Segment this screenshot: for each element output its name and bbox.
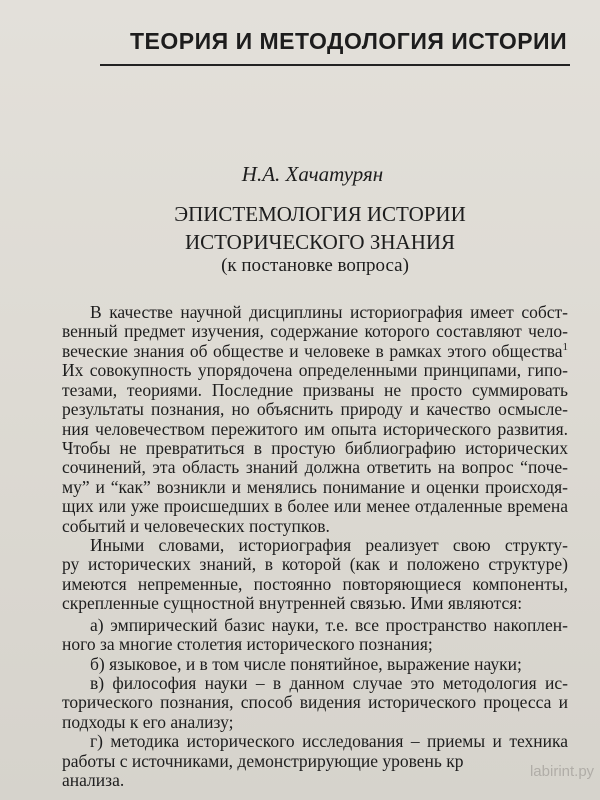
text-line [62,341,568,362]
text-line: Иными словами, историография реализует свою структу- [90,535,568,555]
text-line: г) методика исторического исследования – приемы и техника [90,731,568,751]
text-line: в) философия науки – в данном случае это методология ис- [90,673,568,693]
text-line: ния человечеством пережитого им опыта исторического развития. [62,419,568,439]
text-line: тезами, теориями. Последние призваны не просто суммировать [62,380,568,400]
footnote-mark: 1 [562,341,568,354]
text-line-content: веческие знания об обществе и человеке в рамках этого общества [62,341,563,361]
text-line: анализа. [62,770,125,790]
text-line: событий и человеческих поступков. [62,516,330,536]
text-line: работы с источниками, демонстрирующие уровень кр [62,751,464,771]
text-line: щих или уже происшедших в более или менее отдаленные времена [62,496,568,516]
article-title-line-2: ИСТОРИЧЕСКОГО ЗНАНИЯ [184,230,456,254]
text-line: имеются непременные, постоянно повторяющиеся компоненты, [62,574,568,594]
article-title [0,200,600,256]
text-line: ного за многие столетия исторического познания; [62,634,433,654]
text-line: В качестве научной дисциплины историография имеет собст- [90,302,568,322]
text-line: скрепленные сущностной внутренней связью. Ими являются: [62,593,523,613]
text-line: Чтобы не превратиться в простую библиографию исторических [62,438,568,458]
text-line: б) языковое, и в том числе понятийное, выражение науки; [90,654,522,674]
text-line: а) эмпирический базис науки, т.е. все пространство накоплен- [90,615,568,635]
text-line: венный предмет изучения, содержание которого составляют чело- [62,321,568,341]
watermark: labirint.ру [529,763,594,780]
text-line: результаты познания, но объяснить природу и качество осмысле- [62,399,568,419]
text-line: подходы к его анализу; [62,712,234,732]
text-line: сочинений, эта область знаний должна ответить на вопрос “поче- [62,457,568,477]
article-subtitle: (к постановке вопроса) [221,255,409,276]
text-line: му” и “как” возникли и менялись понимание и оценки происходя- [62,477,568,497]
article-title-line-1: ЭПИСТЕМОЛОГИЯ ИСТОРИИ [174,202,466,226]
text-line: ру исторических знаний, в которой (как и положено структуре) [62,554,568,574]
running-head-title: ТЕОРИЯ И МЕТОДОЛОГИЯ ИСТОРИИ [130,28,568,54]
running-head [100,20,570,66]
article-author: Н.А. Хачатурян [241,162,384,186]
text-line: торического познания, способ видения исторического процесса и [62,692,568,712]
text-line: Их совокупность упорядочена определенными принципами, гипо- [62,360,568,380]
